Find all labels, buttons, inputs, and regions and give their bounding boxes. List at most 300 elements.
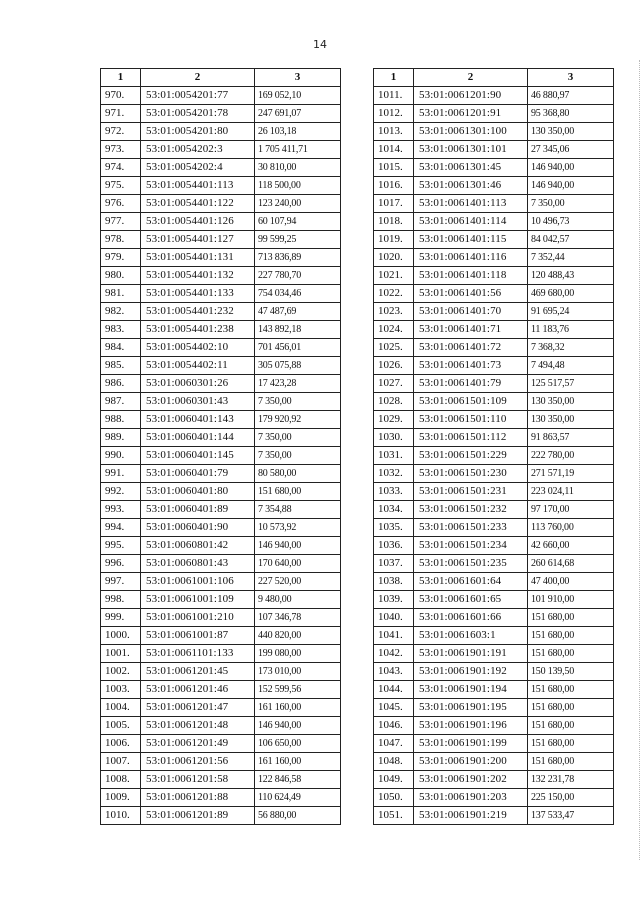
row-number-cell: 983. [101,321,141,339]
cadastral-value-cell: 222 780,00 [528,447,614,465]
row-number-cell: 1004. [101,699,141,717]
row-number-cell: 972. [101,123,141,141]
cadastral-value-cell: 7 350,00 [255,393,341,411]
row-number-cell: 1034. [374,501,414,519]
cadastral-value-cell: 27 345,06 [528,141,614,159]
table-row [101,285,341,303]
column-header-number: 1 [101,69,141,87]
table-row [374,123,614,141]
table-row [101,789,341,807]
table-row [101,213,341,231]
table-row [374,591,614,609]
table-row [374,753,614,771]
row-number-cell: 1013. [374,123,414,141]
row-number-cell: 985. [101,357,141,375]
cadastral-number-cell: 53:01:0061201:90 [414,87,528,105]
table-row [374,177,614,195]
table-row [101,537,341,555]
cadastral-value-cell: 143 892,18 [255,321,341,339]
cadastral-number-cell: 53:01:0061001:109 [141,591,255,609]
table-row [101,339,341,357]
row-number-cell: 1023. [374,303,414,321]
cadastral-number-cell: 53:01:0061603:1 [414,627,528,645]
cadastral-value-cell: 30 810,00 [255,159,341,177]
table-row [101,177,341,195]
row-number-cell: 982. [101,303,141,321]
row-number-cell: 980. [101,267,141,285]
table-row [374,447,614,465]
table-row [374,501,614,519]
table-row [101,753,341,771]
row-number-cell: 1010. [101,807,141,825]
cadastral-number-cell: 53:01:0054401:132 [141,267,255,285]
cadastral-value-table-right [373,68,614,825]
table-row [101,627,341,645]
row-number-cell: 1032. [374,465,414,483]
cadastral-value-cell: 169 052,10 [255,87,341,105]
cadastral-value-cell: 199 080,00 [255,645,341,663]
cadastral-number-cell: 53:01:0061001:210 [141,609,255,627]
cadastral-number-cell: 53:01:0061301:45 [414,159,528,177]
cadastral-number-cell: 53:01:0054401:232 [141,303,255,321]
cadastral-value-cell: 26 103,18 [255,123,341,141]
cadastral-value-cell: 137 533,47 [528,807,614,825]
table-header-row [374,69,614,87]
cadastral-number-cell: 53:01:0054402:10 [141,339,255,357]
cadastral-value-cell: 146 940,00 [255,537,341,555]
table-row [374,303,614,321]
table-row [374,717,614,735]
cadastral-value-cell: 107 346,78 [255,609,341,627]
cadastral-value-cell: 179 920,92 [255,411,341,429]
cadastral-value-cell: 151 680,00 [528,645,614,663]
table-row [374,609,614,627]
table-row [374,357,614,375]
cadastral-value-cell: 7 368,32 [528,339,614,357]
cadastral-number-cell: 53:01:0061501:110 [414,411,528,429]
cadastral-value-cell: 1 705 411,71 [255,141,341,159]
cadastral-number-cell: 53:01:0054401:113 [141,177,255,195]
row-number-cell: 1019. [374,231,414,249]
table-row [374,573,614,591]
cadastral-number-cell: 53:01:0061201:58 [141,771,255,789]
cadastral-value-cell: 223 024,11 [528,483,614,501]
cadastral-number-cell: 53:01:0061601:65 [414,591,528,609]
cadastral-value-cell: 7 352,44 [528,249,614,267]
row-number-cell: 981. [101,285,141,303]
cadastral-number-cell: 53:01:0060301:26 [141,375,255,393]
table-row [101,663,341,681]
cadastral-number-cell: 53:01:0054401:127 [141,231,255,249]
cadastral-value-cell: 95 368,80 [528,105,614,123]
cadastral-value-cell: 440 820,00 [255,627,341,645]
cadastral-value-cell: 130 350,00 [528,393,614,411]
cadastral-value-cell: 151 680,00 [528,735,614,753]
cadastral-value-cell: 91 695,24 [528,303,614,321]
table-row [101,591,341,609]
row-number-cell: 1007. [101,753,141,771]
cadastral-value-cell: 151 680,00 [528,717,614,735]
table-row [101,447,341,465]
row-number-cell: 970. [101,87,141,105]
table-row [101,465,341,483]
cadastral-value-cell: 125 517,57 [528,375,614,393]
cadastral-number-cell: 53:01:0061201:88 [141,789,255,807]
cadastral-value-cell: 7 354,88 [255,501,341,519]
table-row [101,267,341,285]
cadastral-value-cell: 17 423,28 [255,375,341,393]
cadastral-number-cell: 53:01:0061201:46 [141,681,255,699]
cadastral-number-cell: 53:01:0061101:133 [141,645,255,663]
table-row [101,123,341,141]
table-row [101,735,341,753]
table-row [101,141,341,159]
cadastral-number-cell: 53:01:0061201:89 [141,807,255,825]
table-row [101,375,341,393]
cadastral-number-cell: 53:01:0054401:131 [141,249,255,267]
row-number-cell: 1028. [374,393,414,411]
row-number-cell: 1005. [101,717,141,735]
row-number-cell: 971. [101,105,141,123]
column-header-cadastral-number: 2 [141,69,255,87]
table-row [374,393,614,411]
row-number-cell: 1040. [374,609,414,627]
row-number-cell: 1003. [101,681,141,699]
table-row [101,105,341,123]
cadastral-value-cell: 47 400,00 [528,573,614,591]
table-row [101,411,341,429]
cadastral-number-cell: 53:01:0060401:143 [141,411,255,429]
table-row [374,699,614,717]
row-number-cell: 1046. [374,717,414,735]
row-number-cell: 1038. [374,573,414,591]
row-number-cell: 992. [101,483,141,501]
row-number-cell: 1009. [101,789,141,807]
cadastral-value-cell: 151 680,00 [528,627,614,645]
row-number-cell: 1051. [374,807,414,825]
cadastral-number-cell: 53:01:0061001:87 [141,627,255,645]
row-number-cell: 973. [101,141,141,159]
table-row [101,357,341,375]
row-number-cell: 1035. [374,519,414,537]
row-number-cell: 974. [101,159,141,177]
row-number-cell: 1015. [374,159,414,177]
cadastral-value-cell: 110 624,49 [255,789,341,807]
cadastral-value-cell: 247 691,07 [255,105,341,123]
row-number-cell: 1033. [374,483,414,501]
cadastral-number-cell: 53:01:0060301:43 [141,393,255,411]
cadastral-number-cell: 53:01:0061501:229 [414,447,528,465]
table-row [101,321,341,339]
cadastral-number-cell: 53:01:0054201:80 [141,123,255,141]
row-number-cell: 1002. [101,663,141,681]
cadastral-number-cell: 53:01:0054202:4 [141,159,255,177]
cadastral-number-cell: 53:01:0060401:144 [141,429,255,447]
table-row [374,141,614,159]
table-row [101,519,341,537]
table-row [374,555,614,573]
cadastral-value-cell: 120 488,43 [528,267,614,285]
cadastral-value-cell: 713 836,89 [255,249,341,267]
row-number-cell: 1044. [374,681,414,699]
cadastral-value-cell: 113 760,00 [528,519,614,537]
table-row [101,393,341,411]
cadastral-value-cell: 150 139,50 [528,663,614,681]
row-number-cell: 988. [101,411,141,429]
table-row [374,627,614,645]
cadastral-value-cell: 7 350,00 [255,447,341,465]
table-row [101,555,341,573]
table-row [101,87,341,105]
row-number-cell: 995. [101,537,141,555]
cadastral-value-cell: 118 500,00 [255,177,341,195]
cadastral-value-cell: 123 240,00 [255,195,341,213]
cadastral-number-cell: 53:01:0061501:234 [414,537,528,555]
row-number-cell: 997. [101,573,141,591]
cadastral-number-cell: 53:01:0061901:203 [414,789,528,807]
cadastral-value-cell: 146 940,00 [528,177,614,195]
cadastral-value-cell: 146 940,00 [255,717,341,735]
page-number: 14 [313,38,327,51]
cadastral-number-cell: 53:01:0060801:42 [141,537,255,555]
column-header-number: 1 [374,69,414,87]
row-number-cell: 1014. [374,141,414,159]
cadastral-value-cell: 10 496,73 [528,213,614,231]
cadastral-number-cell: 53:01:0061201:47 [141,699,255,717]
cadastral-number-cell: 53:01:0060401:80 [141,483,255,501]
table-row [374,195,614,213]
table-row [374,465,614,483]
cadastral-value-cell: 161 160,00 [255,699,341,717]
table-header-row [101,69,341,87]
cadastral-number-cell: 53:01:0061501:109 [414,393,528,411]
cadastral-value-cell: 152 599,56 [255,681,341,699]
row-number-cell: 1036. [374,537,414,555]
row-number-cell: 1025. [374,339,414,357]
cadastral-number-cell: 53:01:0061901:195 [414,699,528,717]
cadastral-value-cell: 7 350,00 [255,429,341,447]
cadastral-number-cell: 53:01:0061901:191 [414,645,528,663]
row-number-cell: 1020. [374,249,414,267]
cadastral-number-cell: 53:01:0061401:115 [414,231,528,249]
table-row [101,501,341,519]
cadastral-number-cell: 53:01:0061401:113 [414,195,528,213]
cadastral-number-cell: 53:01:0061201:48 [141,717,255,735]
cadastral-number-cell: 53:01:0054402:11 [141,357,255,375]
cadastral-value-cell: 754 034,46 [255,285,341,303]
row-number-cell: 1000. [101,627,141,645]
cadastral-number-cell: 53:01:0054401:126 [141,213,255,231]
table-row [374,519,614,537]
row-number-cell: 1037. [374,555,414,573]
cadastral-number-cell: 53:01:0060801:43 [141,555,255,573]
table-row [374,213,614,231]
row-number-cell: 1049. [374,771,414,789]
cadastral-number-cell: 53:01:0061401:56 [414,285,528,303]
table-row [374,771,614,789]
row-number-cell: 975. [101,177,141,195]
cadastral-number-cell: 53:01:0061601:66 [414,609,528,627]
cadastral-value-cell: 227 780,70 [255,267,341,285]
cadastral-number-cell: 53:01:0061901:199 [414,735,528,753]
row-number-cell: 1039. [374,591,414,609]
table-row [374,231,614,249]
table-row [101,573,341,591]
column-header-value: 3 [528,69,614,87]
cadastral-value-cell: 132 231,78 [528,771,614,789]
row-number-cell: 1017. [374,195,414,213]
cadastral-number-cell: 53:01:0054401:122 [141,195,255,213]
cadastral-number-cell: 53:01:0061401:116 [414,249,528,267]
cadastral-value-cell: 10 573,92 [255,519,341,537]
cadastral-value-cell: 151 680,00 [528,753,614,771]
table-row [374,267,614,285]
table-row [101,231,341,249]
row-number-cell: 1050. [374,789,414,807]
table-row [101,717,341,735]
row-number-cell: 1008. [101,771,141,789]
cadastral-number-cell: 53:01:0061901:192 [414,663,528,681]
row-number-cell: 998. [101,591,141,609]
table-row [101,483,341,501]
cadastral-number-cell: 53:01:0061901:202 [414,771,528,789]
row-number-cell: 1027. [374,375,414,393]
cadastral-value-cell: 42 660,00 [528,537,614,555]
cadastral-number-cell: 53:01:0061401:70 [414,303,528,321]
row-number-cell: 1047. [374,735,414,753]
cadastral-number-cell: 53:01:0061201:45 [141,663,255,681]
cadastral-number-cell: 53:01:0060401:90 [141,519,255,537]
cadastral-value-cell: 305 075,88 [255,357,341,375]
table-row [374,735,614,753]
cadastral-value-cell: 9 480,00 [255,591,341,609]
cadastral-number-cell: 53:01:0061001:106 [141,573,255,591]
cadastral-value-cell: 84 042,57 [528,231,614,249]
row-number-cell: 984. [101,339,141,357]
cadastral-number-cell: 53:01:0061501:112 [414,429,528,447]
table-row [374,339,614,357]
row-number-cell: 1029. [374,411,414,429]
table-row [101,645,341,663]
cadastral-value-cell: 91 863,57 [528,429,614,447]
table-row [101,807,341,825]
table-row [374,411,614,429]
table-row [101,159,341,177]
cadastral-value-cell: 7 350,00 [528,195,614,213]
table-row [374,807,614,825]
cadastral-number-cell: 53:01:0060401:79 [141,465,255,483]
row-number-cell: 979. [101,249,141,267]
column-header-value: 3 [255,69,341,87]
row-number-cell: 1048. [374,753,414,771]
row-number-cell: 976. [101,195,141,213]
table-row [101,681,341,699]
cadastral-number-cell: 53:01:0061501:231 [414,483,528,501]
cadastral-value-cell: 227 520,00 [255,573,341,591]
cadastral-value-cell: 161 160,00 [255,753,341,771]
cadastral-number-cell: 53:01:0061301:101 [414,141,528,159]
row-number-cell: 1001. [101,645,141,663]
table-row [374,249,614,267]
cadastral-number-cell: 53:01:0054201:77 [141,87,255,105]
table-row [374,663,614,681]
table-row [374,429,614,447]
table-row [101,699,341,717]
cadastral-number-cell: 53:01:0060401:145 [141,447,255,465]
table-row [374,321,614,339]
table-row [374,483,614,501]
row-number-cell: 978. [101,231,141,249]
cadastral-number-cell: 53:01:0061301:100 [414,123,528,141]
cadastral-number-cell: 53:01:0061901:200 [414,753,528,771]
row-number-cell: 994. [101,519,141,537]
cadastral-number-cell: 53:01:0061501:232 [414,501,528,519]
cadastral-value-cell: 106 650,00 [255,735,341,753]
row-number-cell: 987. [101,393,141,411]
table-row [374,105,614,123]
cadastral-value-cell: 146 940,00 [528,159,614,177]
row-number-cell: 1022. [374,285,414,303]
cadastral-number-cell: 53:01:0061401:72 [414,339,528,357]
cadastral-value-cell: 97 170,00 [528,501,614,519]
row-number-cell: 1018. [374,213,414,231]
cadastral-number-cell: 53:01:0061401:79 [414,375,528,393]
cadastral-value-cell: 151 680,00 [528,681,614,699]
row-number-cell: 1011. [374,87,414,105]
row-number-cell: 1045. [374,699,414,717]
cadastral-number-cell: 53:01:0061401:118 [414,267,528,285]
cadastral-value-cell: 151 680,00 [255,483,341,501]
cadastral-number-cell: 53:01:0061201:49 [141,735,255,753]
cadastral-value-cell: 11 183,76 [528,321,614,339]
cadastral-value-cell: 170 640,00 [255,555,341,573]
cadastral-value-cell: 80 580,00 [255,465,341,483]
row-number-cell: 996. [101,555,141,573]
cadastral-value-cell: 469 680,00 [528,285,614,303]
cadastral-number-cell: 53:01:0061401:114 [414,213,528,231]
cadastral-number-cell: 53:01:0061901:196 [414,717,528,735]
cadastral-value-cell: 701 456,01 [255,339,341,357]
row-number-cell: 991. [101,465,141,483]
cadastral-number-cell: 53:01:0061201:91 [414,105,528,123]
cadastral-value-cell: 260 614,68 [528,555,614,573]
cadastral-value-cell: 130 350,00 [528,411,614,429]
cadastral-value-cell: 60 107,94 [255,213,341,231]
row-number-cell: 986. [101,375,141,393]
table-row [101,429,341,447]
row-number-cell: 1024. [374,321,414,339]
row-number-cell: 999. [101,609,141,627]
cadastral-number-cell: 53:01:0054401:133 [141,285,255,303]
table-row [374,681,614,699]
table-row [101,771,341,789]
table-row [101,195,341,213]
cadastral-value-cell: 151 680,00 [528,699,614,717]
row-number-cell: 1026. [374,357,414,375]
row-number-cell: 1031. [374,447,414,465]
row-number-cell: 990. [101,447,141,465]
table-row [101,249,341,267]
cadastral-number-cell: 53:01:0054202:3 [141,141,255,159]
table-row [374,537,614,555]
table-row [374,645,614,663]
cadastral-number-cell: 53:01:0061301:46 [414,177,528,195]
column-header-cadastral-number: 2 [414,69,528,87]
cadastral-number-cell: 53:01:0054401:238 [141,321,255,339]
cadastral-value-cell: 122 846,58 [255,771,341,789]
cadastral-value-cell: 173 010,00 [255,663,341,681]
table-row [374,789,614,807]
